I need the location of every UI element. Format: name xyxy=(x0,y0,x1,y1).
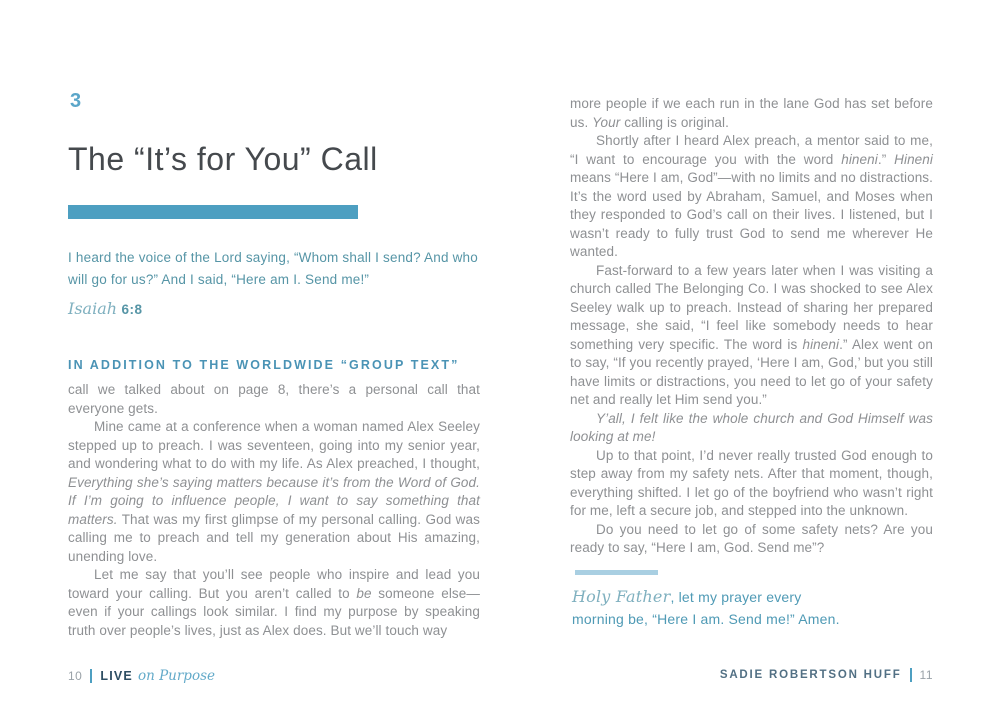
page-number-left: 10 xyxy=(68,669,83,683)
book-title: LIVE xyxy=(100,669,133,683)
paragraph: Do you need to let go of some safety nets? Are you ready to say, “Here I am, God. Send me”? xyxy=(570,521,933,555)
author-name: SADIE ROBERTSON HUFF xyxy=(719,669,902,681)
scripture-reference xyxy=(68,299,143,319)
scripture-verse: 6:8 xyxy=(121,302,143,317)
book-title-script: on Purpose xyxy=(137,668,215,684)
prayer-divider-bar xyxy=(575,570,658,575)
page-number-right: 11 xyxy=(919,668,933,682)
page-right xyxy=(570,0,933,727)
paragraph: Mine came at a conference when a woman named Alex Seeley stepped up to preach. I was seventeen, going into my senior year, and wondering what to do with my life. As Alex preached, I thought, Everything she’s saying matters because it’s from the Word of God. If I’m going to influence people, I want to say something that matters. That was my first glimpse of my personal calling. God was calling me to preach and tell my generation about His amazing, unending love. xyxy=(68,419,480,564)
body-text-right xyxy=(570,95,933,558)
closing-prayer xyxy=(572,586,848,630)
page-left xyxy=(68,0,480,727)
chapter-accent-bar xyxy=(68,205,358,219)
prayer-text: , let my prayer every morning be, “Here I am. Send me!” Amen. xyxy=(572,589,840,627)
paragraph: Fast-forward to a few years later when I was visiting a church called The Belonging Co. I was shocked to see Alex Seeley walk up to preach. Instead of sharing her prepared message, she said, “I feel like somebody needs to hear something very specific. The word is hineni.” Alex went on to say, “If you recently prayed, ‘Here I am, God,’ but you still have limits or distractions, you need to let go of your safety net and really let Him send you.” xyxy=(570,262,933,407)
paragraph: Up to that point, I’d never really trusted God enough to step away from my safety nets. After that moment, though, everything shifted. I let go of the boyfriend who wasn’t right for me, left a secure job, and stepped into the unknown. xyxy=(570,447,933,518)
footer-divider xyxy=(90,669,92,683)
body-text-left xyxy=(68,381,480,640)
footer-divider xyxy=(910,668,912,682)
paragraph: Y’all, I felt like the whole church and God Himself was looking at me! xyxy=(570,410,933,444)
paragraph: Shortly after I heard Alex preach, a mentor said to me, “I want to encourage you with the word hineni.” Hineni means “Here I am, God”—with no limits and no distractions. It’s the word used by Abraham, Samuel, and Moses when they responded to God’s call on their lives. I listened, but I wasn’t ready to fully trust God to send me wherever He wanted. xyxy=(570,133,933,259)
epigraph-quote: I heard the voice of the Lord saying, “Whom shall I send? And who will go for us?” And I said, “Here am I. Send me!” xyxy=(68,250,478,287)
scripture-book: Isaiah xyxy=(68,299,118,318)
paragraph: Let me say that you’ll see people who inspire and lead you toward your calling. But you aren’t called to be someone else—even if your callings look similar. I find my purpose by speaking truth over people’s lives, just as Alex does. But we’ll touch way xyxy=(68,567,480,638)
footer-right xyxy=(570,668,933,682)
footer-left xyxy=(68,668,480,684)
prayer-opening: Holy Father xyxy=(572,587,671,606)
chapter-title: The “It’s for You” Call xyxy=(68,141,378,177)
lead-in-heading: IN ADDITION TO THE WORLDWIDE “GROUP TEXT” xyxy=(68,358,460,372)
paragraph: call we talked about on page 8, there’s a personal call that everyone gets. xyxy=(68,382,480,416)
paragraph: more people if we each run in the lane God has set before us. Your calling is original. xyxy=(570,96,933,130)
chapter-number: 3 xyxy=(70,90,82,112)
